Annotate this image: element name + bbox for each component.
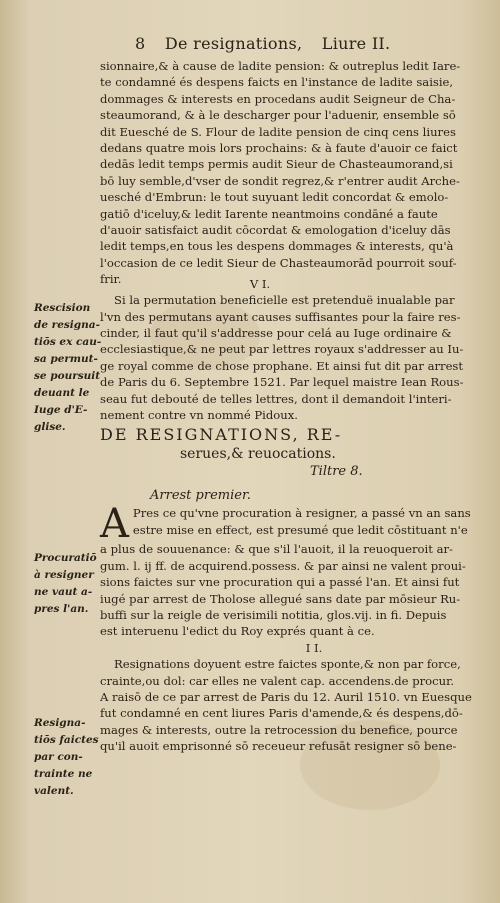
- text-line: nement contre vn nommé Pidoux.: [100, 407, 298, 422]
- margin-line: trainte ne: [34, 768, 93, 780]
- margin-line: pres l'an.: [34, 603, 89, 615]
- section-numeral: V I.: [249, 276, 271, 291]
- text-line: ledit temps,en tous les despens dommages & interests, qu'à: [100, 239, 454, 254]
- margin-line: de resigna-: [34, 319, 100, 331]
- text-line: Resignations doyuent estre faictes sponte,& non par force,: [114, 657, 461, 672]
- text-line: a plus de souuenance: & que s'il l'auoit, il la reuoqueroit ar-: [100, 542, 453, 557]
- margin-line: Iuge d'E-: [34, 404, 88, 416]
- section-subtitle: serues,& reuocations.: [180, 446, 336, 463]
- text-line: de Paris du 6. Septembre 1521. Par lequel maistre Iean Rous-: [100, 375, 464, 390]
- margin-line: valent.: [34, 785, 74, 797]
- margin-line: ne vaut a-: [34, 586, 93, 598]
- text-line: qu'il auoit emprisonné sō receueur refusāt resigner sō bene-: [100, 739, 457, 754]
- text-line: gatiō d'iceluy,& ledit Iarente neantmoins condāné a faute: [100, 206, 438, 221]
- text-line: frir.: [100, 272, 122, 287]
- text-line: ge royal comme de chose prophane. Et ainsi fut dit par arrest: [100, 358, 464, 373]
- text-line: l'vn des permutans ayant causes suffisantes pour la faire res-: [100, 309, 461, 324]
- margin-line: Rescision: [34, 302, 91, 314]
- section-title: DE RESIGNATIONS, RE-: [100, 425, 343, 445]
- text-line: uesché d'Embrun: le tout suyuant ledit concordat & emolo-: [100, 190, 449, 205]
- text-line: buffi sur la reigle de verisimili notitia, glos.vij. in fi. Depuis: [100, 607, 447, 622]
- text-line: Si la permutation beneficielle est pretenduë inualable par: [114, 293, 455, 308]
- margin-line: se poursuit: [34, 370, 101, 382]
- margin-line: deuant le: [34, 387, 90, 399]
- margin-line: Procuratiō: [34, 552, 97, 564]
- drop-cap: A: [100, 501, 129, 548]
- text-line: d'auoir satisfaict audit cōcordat & emologation d'iceluy dās: [100, 223, 451, 238]
- paragraph-procuration: [100, 501, 488, 639]
- text-line: fut condamné en cent liures Paris d'amende,& és despens,dō-: [100, 706, 463, 721]
- main-text-column: [100, 58, 488, 755]
- text-line: Pres ce qu'vne procuration à resigner, a passé vn an sans: [132, 506, 471, 521]
- paragraph-continued: [100, 58, 488, 292]
- text-line: seau fut debouté de telles lettres, dont il demandoit l'interi-: [100, 391, 452, 406]
- text-line: cinder, il faut qu'il s'addresse pour celá au Iuge ordinaire &: [100, 325, 452, 340]
- text-line: te condamné és despens faicts en l'instance de ladite saisie,: [100, 75, 454, 90]
- text-line: ecclesiastique,& ne peut par lettres royaux s'addresser au Iu-: [100, 342, 464, 357]
- text-line: est interuenu l'edict du Roy exprés quant à ce.: [100, 624, 375, 639]
- header-title: De resignations,: [164, 34, 303, 53]
- marginal-note-resignations: [34, 715, 98, 800]
- text-line: sionnaire,& à cause de ladite pension: & outreplus ledit Iare-: [100, 59, 461, 73]
- header-book: Liure II.: [321, 34, 391, 53]
- margin-line: Resigna-: [34, 717, 86, 729]
- margin-line: tiōs ex cau-: [34, 336, 102, 348]
- text-line: estre mise en effect, est presumé que ledit cōstituant n'e: [132, 522, 468, 537]
- paragraph-permutation: [100, 292, 488, 308]
- paragraph-permutation-cont: [100, 309, 488, 424]
- margin-line: à resigner: [34, 569, 94, 581]
- text-line: l'occasion de ce ledit Sieur de Chasteaumorād pourroit souf-: [100, 255, 457, 270]
- margin-line: glise.: [34, 421, 66, 433]
- text-line: crainte,ou dol: car elles ne valent cap. accendens.de procur.: [100, 673, 455, 688]
- margin-line: sa permut-: [34, 353, 98, 365]
- text-line: dedās ledit temps permis audit Sieur de Chasteaumorand,si: [100, 157, 453, 172]
- text-line: sions faictes sur vne procuration qui a passé l'an. Et ainsi fut: [100, 575, 460, 590]
- paragraph-resignations: [100, 656, 488, 754]
- page-number: 8: [135, 34, 146, 53]
- text-line: bō luy semble,d'vser de sondit regrez,& r'entrer audit Arche-: [100, 173, 460, 188]
- marginal-note-procuration: [34, 550, 98, 618]
- text-line: dommages & interests en procedans audit Seigneur de Cha-: [100, 91, 456, 106]
- section-numeral: I I.: [305, 640, 323, 655]
- margin-line: tiōs faictes: [34, 734, 99, 746]
- text-line: iugé par arrest de Tholose allegué sans date par mōsieur Ru-: [100, 591, 461, 606]
- arrest-heading: Arrest premier.: [150, 488, 251, 504]
- text-line: dedans quatre mois lors prochains: & à faute d'auoir ce faict: [100, 141, 458, 156]
- text-line: gum. l. ij ff. de acquirend.possess. & par ainsi ne valent proui-: [100, 558, 466, 573]
- running-header: [135, 34, 404, 53]
- text-line: dit Euesché de S. Flour de ladite pension de cinq cens liures: [100, 124, 456, 139]
- margin-line: par con-: [34, 751, 83, 763]
- text-line: A raisō de ce par arrest de Paris du 12. Auril 1510. vn Euesque: [100, 690, 472, 704]
- section-titre: Tiltre 8.: [310, 464, 363, 480]
- text-line: mages & interests, outre la retrocession du benefice, pource: [100, 722, 458, 737]
- text-line: steaumorand, & à le descharger pour l'aduenir, ensemble sō: [100, 108, 456, 123]
- marginal-note-rescision: [34, 300, 102, 436]
